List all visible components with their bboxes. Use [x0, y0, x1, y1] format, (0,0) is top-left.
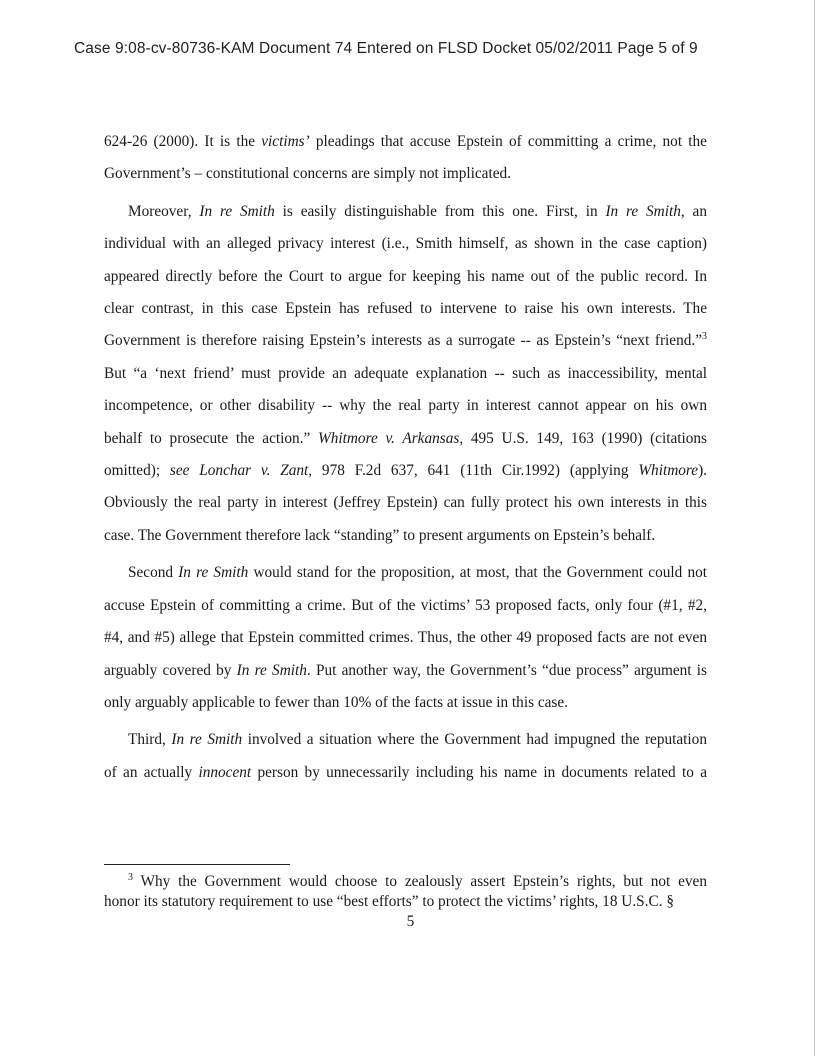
italic-text: In re Smith	[236, 661, 307, 679]
paragraph	[104, 557, 707, 719]
italic-text: Whitmore	[638, 462, 699, 480]
text-line: behalf to prosecute the action.” Whitmore v. Arkansas, 495 U.S. 149, 163 (1990) (citations	[104, 429, 707, 447]
body-text	[104, 126, 707, 789]
footnote-divider	[104, 864, 290, 865]
text-line: Moreover, In re Smith is easily distinguishable from this one. First, in In re Smith, an	[128, 202, 707, 220]
italic-text: innocent	[198, 763, 252, 781]
page-number: 5	[406, 913, 415, 930]
footnote-marker: 3	[128, 871, 133, 883]
text-line: clear contrast, in this case Epstein has refused to intervene to raise his own interests. The	[104, 300, 707, 318]
text-line: arguably covered by In re Smith. Put another way, the Government’s “due process” argument is	[104, 661, 707, 679]
paragraph	[104, 724, 707, 789]
footnote	[104, 872, 707, 912]
text-line: only arguably applicable to fewer than 10% of the facts at issue in this case.	[104, 693, 569, 711]
italic-text: Whitmore v. Arkansas,	[317, 429, 464, 447]
text-line: Second In re Smith would stand for the proposition, at most, that the Government could not	[128, 564, 707, 582]
italic-text: In re Smith	[605, 202, 681, 220]
text-line: of an actually innocent person by unnecessarily including his name in documents related to a	[104, 763, 707, 781]
text-line: Third, In re Smith involved a situation where the Government had impugned the reputation	[128, 731, 707, 749]
text-line: individual with an alleged privacy interest (i.e., Smith himself, as shown in the case caption)	[104, 235, 707, 253]
text-line: But “a ‘next friend’ must provide an adequate explanation -- such as inaccessibility, mental	[104, 364, 707, 382]
page-edge	[814, 0, 815, 1056]
text-line: 624-26 (2000). It is the victims’ pleadings that accuse Epstein of committing a crime, not the	[104, 133, 707, 150]
text-line: Obviously the real party in interest (Jeffrey Epstein) can fully protect his own interests in this	[104, 494, 707, 512]
text-line: omitted); see Lonchar v. Zant, 978 F.2d 637, 641 (11th Cir.1992) (applying Whitmore).	[104, 462, 707, 480]
text-line: #4, and #5) allege that Epstein committed crimes. Thus, the other 49 proposed facts are not even	[104, 629, 707, 647]
paragraph	[104, 126, 707, 191]
footnote-line	[104, 872, 707, 892]
text-line: appeared directly before the Court to argue for keeping his name out of the public record. In	[104, 267, 707, 285]
footnote-reference[interactable]: 3	[702, 331, 707, 343]
text-line: Government is therefore raising Epstein’s interests as a surrogate -- as Epstein’s “next friend.”$^3$	[104, 331, 707, 350]
text-line: case. The Government therefore lack “standing” to present arguments on Epstein’s behalf.	[104, 526, 656, 544]
paragraph	[104, 196, 707, 552]
italic-text: victims’	[261, 133, 310, 150]
case-header: Case 9:08-cv-80736-KAM Document 74 Entered on FLSD Docket 05/02/2011 Page 5 of 9	[74, 40, 698, 57]
footnote-line: honor its statutory requirement to use “best efforts” to protect the victims’ rights, 18 U.S.C. §	[104, 893, 674, 910]
text-line: accuse Epstein of committing a crime. But of the victims’ 53 proposed facts, only four (#1, #2,	[104, 596, 707, 614]
italic-text: see Lonchar v. Zant,	[169, 462, 313, 480]
text-line: incompetence, or other disability -- why the real party in interest cannot appear on his own	[104, 397, 707, 415]
italic-text: In re Smith	[171, 731, 243, 749]
italic-text: In re Smith	[199, 202, 275, 220]
text-line: Government’s – constitutional concerns are simply not implicated.	[104, 165, 511, 183]
footnote-line-text: Why the Government would choose to zealously assert Epstein’s rights, but not even	[140, 873, 707, 890]
italic-text: In re Smith	[178, 564, 249, 582]
